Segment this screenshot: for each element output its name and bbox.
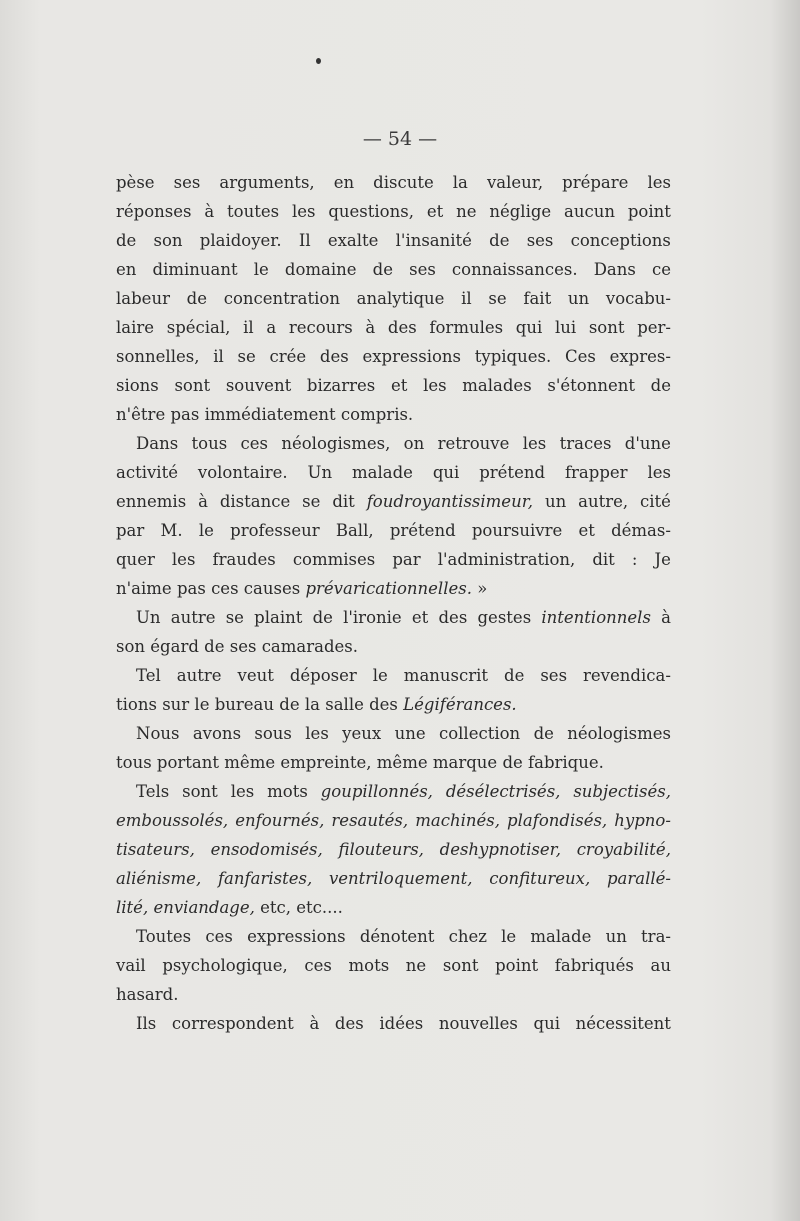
word: foudroyantissimeur, xyxy=(366,492,534,511)
word: malades xyxy=(462,376,532,395)
word: Ball, xyxy=(335,521,374,540)
word: qui xyxy=(432,463,460,482)
text-line xyxy=(116,342,671,371)
word: formules xyxy=(429,318,504,337)
word: frapper xyxy=(564,463,628,482)
word: traces xyxy=(559,434,612,453)
text-line xyxy=(116,429,671,458)
word: se xyxy=(302,492,321,511)
word: : xyxy=(631,550,638,569)
word: Je xyxy=(654,550,671,569)
word: a xyxy=(266,318,277,337)
word: à xyxy=(661,608,671,627)
word: un xyxy=(567,289,590,308)
word: salle xyxy=(325,695,364,714)
word: de xyxy=(312,608,333,627)
word: une xyxy=(394,724,426,743)
word: à xyxy=(309,1014,320,1033)
word: veut xyxy=(237,666,274,685)
word: ensodomisés, xyxy=(210,840,323,859)
word: bureau xyxy=(214,695,275,714)
word: ses xyxy=(229,637,257,656)
word: ces xyxy=(211,579,239,598)
ink-speck xyxy=(316,58,321,64)
text-line xyxy=(116,951,671,980)
text-line xyxy=(116,313,671,342)
text-line xyxy=(116,226,671,255)
word: lui xyxy=(554,318,577,337)
word: se xyxy=(488,289,507,308)
word: les xyxy=(423,376,447,395)
word: néologismes, xyxy=(281,434,391,453)
word: autre xyxy=(170,608,216,627)
word: à xyxy=(365,318,376,337)
word: pas xyxy=(176,579,206,598)
word: en xyxy=(333,173,355,192)
word: par xyxy=(116,521,145,540)
word: machinés, xyxy=(415,811,500,830)
word: ces xyxy=(240,434,269,453)
word: tisateurs, xyxy=(116,840,195,859)
word: per- xyxy=(637,318,671,337)
word: dit xyxy=(592,550,615,569)
word: d'une xyxy=(624,434,671,453)
word: souvent xyxy=(225,376,292,395)
word: plaint xyxy=(254,608,303,627)
word: déposer xyxy=(289,666,357,685)
word: sont xyxy=(588,318,625,337)
word: les xyxy=(230,782,255,801)
word: enviandage, xyxy=(153,898,255,917)
word: sur xyxy=(162,695,190,714)
word: » xyxy=(477,579,488,598)
word: ne xyxy=(405,956,427,975)
text-line xyxy=(116,371,671,400)
word: la xyxy=(304,695,320,714)
word: nécessitent xyxy=(575,1014,671,1033)
word: on xyxy=(403,434,425,453)
word: expres- xyxy=(609,347,671,366)
word: Un xyxy=(307,463,333,482)
word: à xyxy=(204,202,215,221)
word: point xyxy=(495,956,539,975)
word: son xyxy=(116,637,146,656)
word: etc.... xyxy=(296,898,343,917)
word: plafondisés, xyxy=(507,811,608,830)
word: tous xyxy=(191,434,228,453)
word: diminuant xyxy=(152,260,238,279)
word: de xyxy=(489,231,510,250)
word: chez xyxy=(448,927,487,946)
word: plaidoyer. xyxy=(199,231,282,250)
word: cité xyxy=(640,492,671,511)
word: marque xyxy=(432,753,498,772)
word: lité, xyxy=(116,898,149,917)
word: fait xyxy=(523,289,552,308)
word: fabriqués xyxy=(554,956,634,975)
word: point xyxy=(627,202,671,221)
word: retrouve xyxy=(437,434,510,453)
word: et xyxy=(426,202,444,221)
word: commises xyxy=(292,550,376,569)
word: sonnelles, xyxy=(116,347,200,366)
word: n'être xyxy=(116,405,166,424)
word: poursuivre xyxy=(471,521,563,540)
word: mots xyxy=(267,782,308,801)
word: domaine xyxy=(284,260,357,279)
word: de xyxy=(186,289,207,308)
word: sous xyxy=(254,724,292,743)
word: ces xyxy=(304,956,332,975)
word: de xyxy=(279,695,300,714)
word: ses xyxy=(173,173,201,192)
word: en xyxy=(116,260,137,279)
body-text xyxy=(116,168,671,1038)
text-line xyxy=(116,400,671,429)
text-line xyxy=(116,632,671,661)
word: avons xyxy=(192,724,242,743)
word: tions xyxy=(116,695,157,714)
word: un xyxy=(544,492,567,511)
word: exalte xyxy=(327,231,379,250)
word: n'aime xyxy=(116,579,172,598)
word: crée xyxy=(269,347,307,366)
word: des xyxy=(438,608,468,627)
text-line xyxy=(116,980,671,1009)
word: Tel xyxy=(136,666,161,685)
word: spécial, xyxy=(166,318,231,337)
word: Toutes xyxy=(136,927,192,946)
word: psychologique, xyxy=(162,956,288,975)
word: l'ironie xyxy=(343,608,402,627)
word: se xyxy=(237,347,256,366)
word: Nous xyxy=(136,724,180,743)
text-line xyxy=(116,458,671,487)
word: emboussolés, xyxy=(116,811,229,830)
word: Un xyxy=(136,608,161,627)
word: les xyxy=(305,724,329,743)
text-line xyxy=(116,545,671,574)
word: malade xyxy=(530,927,592,946)
text-line xyxy=(116,922,671,951)
word: sont xyxy=(442,956,479,975)
word: de xyxy=(650,376,671,395)
word: des xyxy=(334,1014,364,1033)
text-line xyxy=(116,835,671,864)
word: le xyxy=(501,927,517,946)
word: activité xyxy=(116,463,178,482)
word: aucun xyxy=(564,202,616,221)
word: conceptions xyxy=(570,231,671,250)
word: Dans xyxy=(593,260,636,279)
word: aliénisme, xyxy=(116,869,202,888)
word: de xyxy=(533,724,554,743)
word: expressions xyxy=(362,347,461,366)
word: ses xyxy=(540,666,568,685)
word: collection xyxy=(438,724,521,743)
word: prépare xyxy=(562,173,629,192)
word: Ces xyxy=(564,347,596,366)
word: analytique xyxy=(356,289,445,308)
word: fraudes xyxy=(212,550,276,569)
word: l'insanité xyxy=(395,231,472,250)
word: mots xyxy=(348,956,390,975)
word: filouteurs, xyxy=(338,840,424,859)
word: expressions xyxy=(247,927,346,946)
word: ennemis xyxy=(116,492,187,511)
word: qui xyxy=(515,318,543,337)
word: le xyxy=(194,695,210,714)
word: des xyxy=(319,347,349,366)
text-line xyxy=(116,661,671,690)
word: vail xyxy=(116,956,146,975)
word: ne xyxy=(456,202,477,221)
word: désélectrisés, xyxy=(445,782,561,801)
word: les xyxy=(171,550,196,569)
word: bizarres xyxy=(306,376,376,395)
word: de xyxy=(116,231,137,250)
word: par xyxy=(392,550,421,569)
word: l'administration, xyxy=(437,550,576,569)
word: fanfaristes, xyxy=(217,869,313,888)
word: resautés, xyxy=(331,811,409,830)
word: subjectisés, xyxy=(573,782,671,801)
word: sont xyxy=(174,376,211,395)
word: un xyxy=(605,927,627,946)
word: immédiatement xyxy=(204,405,336,424)
word: prétend xyxy=(479,463,546,482)
text-line xyxy=(116,487,671,516)
word: égard xyxy=(150,637,199,656)
word: malade xyxy=(352,463,413,482)
word: au xyxy=(650,956,671,975)
word: prévaricationnelles. xyxy=(305,579,472,598)
word: autre, xyxy=(578,492,629,511)
word: néologismes xyxy=(567,724,671,743)
word: causes xyxy=(243,579,301,598)
word: de xyxy=(504,666,525,685)
word: camarades. xyxy=(261,637,359,656)
word: il xyxy=(243,318,254,337)
word: valeur, xyxy=(486,173,544,192)
word: croyabilité, xyxy=(576,840,671,859)
word: vocabu- xyxy=(605,289,671,308)
word: questions, xyxy=(328,202,414,221)
word: sions xyxy=(116,376,159,395)
word: le xyxy=(253,260,269,279)
text-line xyxy=(116,864,671,893)
word: qui xyxy=(533,1014,561,1033)
word: pas xyxy=(170,405,200,424)
text-line xyxy=(116,719,671,748)
word: quer xyxy=(116,550,155,569)
word: des xyxy=(387,318,417,337)
word: deshypnotiser, xyxy=(439,840,561,859)
word: connaissances. xyxy=(451,260,578,279)
word: correspondent xyxy=(171,1014,294,1033)
word: à xyxy=(198,492,208,511)
text-line xyxy=(116,574,671,603)
word: laire xyxy=(116,318,155,337)
word: volontaire. xyxy=(197,463,288,482)
word: nouvelles xyxy=(438,1014,518,1033)
word: discute xyxy=(373,173,434,192)
word: même xyxy=(224,753,276,772)
word: ce xyxy=(651,260,671,279)
word: professeur xyxy=(230,521,320,540)
word: portant xyxy=(156,753,220,772)
word: revendica- xyxy=(583,666,671,685)
word: il xyxy=(461,289,472,308)
word: manuscrit xyxy=(403,666,489,685)
text-line xyxy=(116,748,671,777)
word: concentration xyxy=(223,289,340,308)
word: idées xyxy=(379,1014,424,1033)
text-line xyxy=(116,168,671,197)
word: Il xyxy=(298,231,311,250)
word: dit xyxy=(332,492,355,511)
page-number: — 54 — xyxy=(362,128,438,150)
word: et xyxy=(390,376,408,395)
word: son xyxy=(153,231,183,250)
word: le xyxy=(198,521,214,540)
text-line xyxy=(116,1009,671,1038)
word: Légiférances. xyxy=(403,695,517,714)
word: sont xyxy=(182,782,218,801)
word: arguments, xyxy=(219,173,315,192)
word: tra- xyxy=(641,927,671,946)
word: de xyxy=(204,637,225,656)
text-line xyxy=(116,255,671,284)
word: les xyxy=(647,173,671,192)
word: les xyxy=(291,202,316,221)
word: distance xyxy=(219,492,291,511)
word: de xyxy=(372,260,393,279)
word: néglige xyxy=(489,202,552,221)
word: hasard. xyxy=(116,985,179,1004)
word: recours xyxy=(288,318,353,337)
word: la xyxy=(452,173,468,192)
word: empreinte, xyxy=(280,753,372,772)
text-line xyxy=(116,603,671,632)
word: il xyxy=(213,347,224,366)
word: fabrique. xyxy=(528,753,604,772)
word: et xyxy=(578,521,595,540)
word: pèse xyxy=(116,173,155,192)
word: compris. xyxy=(340,405,414,424)
word: ses xyxy=(409,260,436,279)
word: yeux xyxy=(342,724,382,743)
word: ses xyxy=(526,231,554,250)
word: ventriloquement, xyxy=(328,869,473,888)
word: gestes xyxy=(477,608,532,627)
word: Ils xyxy=(136,1014,157,1033)
word: parallé- xyxy=(606,869,671,888)
word: les xyxy=(647,463,671,482)
text-line xyxy=(116,806,671,835)
word: typiques. xyxy=(474,347,552,366)
word: toutes xyxy=(227,202,280,221)
word: de xyxy=(502,753,523,772)
text-line xyxy=(116,777,671,806)
word: des xyxy=(369,695,398,714)
text-line xyxy=(116,197,671,226)
word: démas- xyxy=(611,521,671,540)
word: se xyxy=(225,608,244,627)
word: labeur xyxy=(116,289,170,308)
word: même xyxy=(376,753,428,772)
word: dénotent xyxy=(359,927,435,946)
text-line xyxy=(116,893,671,922)
word: le xyxy=(372,666,388,685)
text-line xyxy=(116,690,671,719)
word: ces xyxy=(205,927,233,946)
word: enfournés, xyxy=(235,811,325,830)
text-line xyxy=(116,516,671,545)
word: réponses xyxy=(116,202,192,221)
word: les xyxy=(522,434,547,453)
word: confitureux, xyxy=(489,869,591,888)
word: et xyxy=(411,608,429,627)
word: s'étonnent xyxy=(547,376,635,395)
word: Tels xyxy=(136,782,170,801)
word: goupillonnés, xyxy=(320,782,433,801)
word: Dans xyxy=(136,434,179,453)
word: tous xyxy=(116,753,152,772)
word: prétend xyxy=(389,521,456,540)
word: autre xyxy=(176,666,222,685)
text-line xyxy=(116,284,671,313)
word: M. xyxy=(160,521,183,540)
word: intentionnels xyxy=(541,608,651,627)
word: hypno- xyxy=(614,811,671,830)
word: etc, xyxy=(260,898,292,917)
